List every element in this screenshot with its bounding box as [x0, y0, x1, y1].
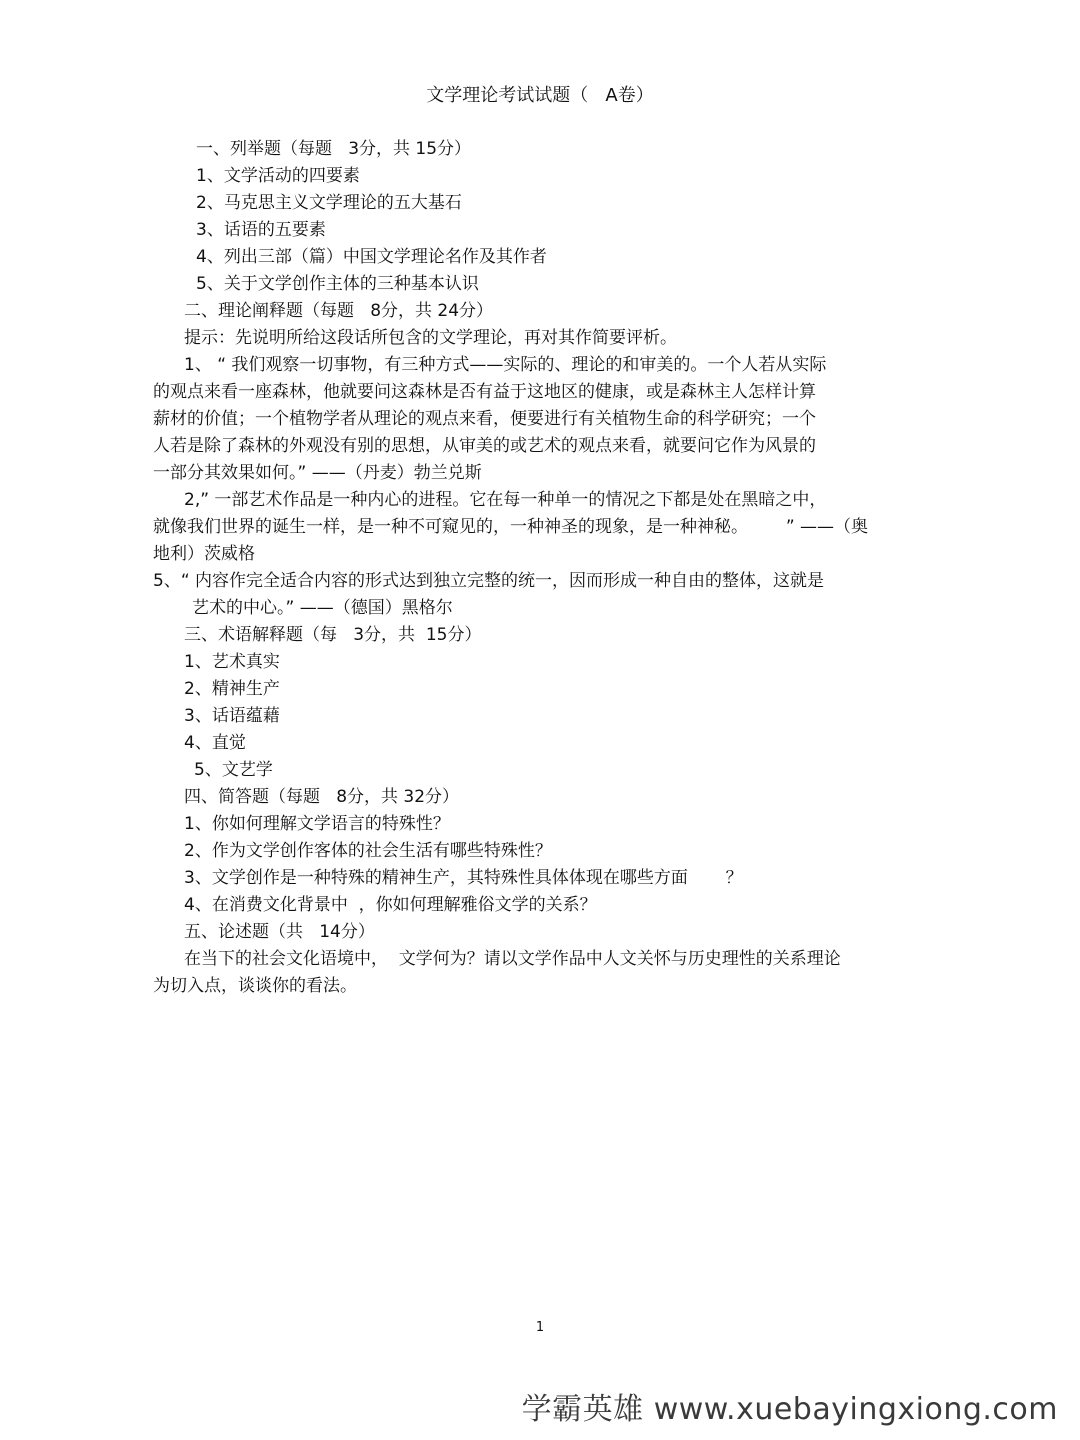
section5-heading: 五、论述题（共 14分）	[184, 922, 375, 942]
section3-item: 2、精神生产	[184, 679, 280, 699]
section2-q2-line: 就像我们世界的诞生一样，是一种不可窥见的，一种神圣的现象，是一种神秘。 ” ——（奥	[153, 517, 869, 537]
section3-item: 5、文艺学	[194, 760, 273, 780]
section2-q1-line: 一部分其效果如何。” ——（丹麦）勃兰兑斯	[153, 463, 482, 483]
watermark: 学霸英雄 www.xuebayingxiong.com	[521, 1392, 1058, 1427]
page-number: 1	[535, 1320, 545, 1335]
section3-item: 1、艺术真实	[184, 652, 280, 672]
section3-heading: 三、术语解释题（每 3分，共 15分）	[184, 625, 482, 645]
section4-item: 3、文学创作是一种特殊的精神生产，其特殊性具体体现在哪些方面 ？	[184, 868, 743, 888]
section2-q1-line: 薪材的价值；一个植物学者从理论的观点来看，便要进行有关植物生命的科学研究；一个	[153, 409, 816, 429]
section4-item: 4、在消费文化背景中 ，你如何理解雅俗文学的关系？	[184, 895, 597, 915]
section2-q1-line: 人若是除了森林的外观没有别的思想，从审美的或艺术的观点来看，就要问它作为风景的	[153, 436, 816, 456]
section2-heading: 二、理论阐释题（每题 8分，共 24分）	[184, 301, 494, 321]
section2-q5-line: 艺术的中心。” ——（德国）黑格尔	[192, 598, 453, 618]
section4-heading: 四、简答题（每题 8分，共 32分）	[184, 787, 460, 807]
section5-body-line: 在当下的社会文化语境中， 文学何为？请以文学作品中人文关怀与历史理性的关系理论	[184, 949, 841, 969]
exam-title: 文学理论考试试题（ A卷）	[426, 85, 654, 106]
section1-item: 4、列出三部（篇）中国文学理论名作及其作者	[196, 247, 547, 267]
section3-item: 3、话语蕴藉	[184, 706, 280, 726]
section4-item: 2、作为文学创作客体的社会生活有哪些特殊性？	[184, 841, 552, 861]
section3-item: 4、直觉	[184, 733, 246, 753]
section1-item: 2、马克思主义文学理论的五大基石	[196, 193, 462, 213]
section2-q2-line: 地利）茨威格	[153, 544, 255, 564]
section1-item: 5、关于文学创作主体的三种基本认识	[196, 274, 479, 294]
section1-item: 1、文学活动的四要素	[196, 166, 360, 186]
section5-body-line: 为切入点，谈谈你的看法。	[153, 976, 357, 996]
section1-heading: 一、列举题（每题 3分，共 15分）	[196, 139, 472, 159]
section4-item: 1、你如何理解文学语言的特殊性？	[184, 814, 450, 834]
section2-q5-line: 5、“ 内容作完全适合内容的形式达到独立完整的统一，因而形成一种自由的整体，这就是	[153, 571, 825, 591]
section2-q1-line: 1、 “ 我们观察一切事物，有三种方式——实际的、理论的和审美的。一个人若从实际	[184, 355, 827, 375]
section2-hint: 提示：先说明所给这段话所包含的文学理论，再对其作简要评析。	[184, 328, 677, 348]
section2-q1-line: 的观点来看一座森林，他就要问这森林是否有益于这地区的健康，或是森林主人怎样计算	[153, 382, 816, 402]
section1-item: 3、话语的五要素	[196, 220, 326, 240]
section2-q2-line: 2,” 一部艺术作品是一种内心的进程。它在每一种单一的情况之下都是处在黑暗之中，	[184, 490, 827, 510]
